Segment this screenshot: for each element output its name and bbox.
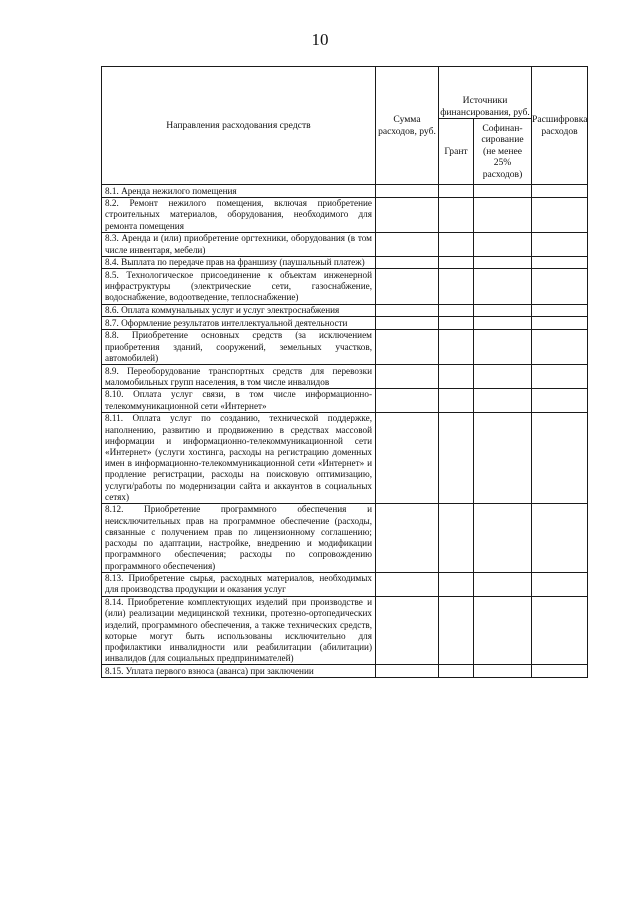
breakdown-cell[interactable] (532, 665, 588, 678)
grant-cell[interactable] (439, 304, 474, 317)
grant-cell[interactable] (439, 596, 474, 665)
grant-cell[interactable] (439, 317, 474, 330)
amount-cell[interactable] (376, 412, 439, 503)
breakdown-cell[interactable] (532, 596, 588, 665)
breakdown-cell[interactable] (532, 269, 588, 304)
grant-cell[interactable] (439, 572, 474, 596)
amount-cell[interactable] (376, 365, 439, 389)
table-row (102, 329, 588, 364)
amount-cell[interactable] (376, 388, 439, 412)
table-row (102, 572, 588, 596)
amount-cell[interactable] (376, 304, 439, 317)
breakdown-cell[interactable] (532, 185, 588, 198)
table-row (102, 185, 588, 198)
expense-direction-cell: 8.11. Оплата услуг по созданию, технической поддержке, наполнению, развитию и продвижению в средствах массовой информации и информационно-телекоммуникационной сети «Интернет» (услуги хостинга, расходы на регистрацию доменных имен в информационно-телекоммуникационной сети «Интернет» и продление регистрации, расходы на поисковую оптимизацию, услуги/работы по модернизации сайта и аккаунтов в социальных сетях) (102, 412, 376, 503)
breakdown-cell[interactable] (532, 365, 588, 389)
amount-cell[interactable] (376, 572, 439, 596)
cofinancing-cell[interactable] (474, 388, 532, 412)
expense-direction-cell: 8.9. Переоборудование транспортных средств для перевозки маломобильных групп населения, в том числе инвалидов (102, 365, 376, 389)
page-number: 10 (311, 30, 329, 49)
expenses-table (101, 66, 588, 678)
amount-cell[interactable] (376, 596, 439, 665)
breakdown-cell[interactable] (532, 329, 588, 364)
expense-direction-cell: 8.12. Приобретение программного обеспечения и неисключительных прав на программное обеспечение (расходы, связанные с получением прав по лицензионному соглашению; расходы по адаптации, настройке, внедрению и модификации программного обеспечения; расходы по сопровождению программного обеспечения) (102, 503, 376, 572)
table-row (102, 232, 588, 256)
table-body (102, 185, 588, 678)
table-row (102, 269, 588, 304)
amount-cell[interactable] (376, 232, 439, 256)
cofinancing-cell[interactable] (474, 665, 532, 678)
cofinancing-cell[interactable] (474, 596, 532, 665)
expense-direction-cell: 8.5. Технологическое присоединение к объектам инженерной инфраструктуры (электрические сети, газоснабжение, водоснабжение, водоотведение, теплоснабжение) (102, 269, 376, 304)
table-row (102, 365, 588, 389)
expense-direction-cell: 8.3. Аренда и (или) приобретение оргтехники, оборудования (в том числе инвентаря, мебели) (102, 232, 376, 256)
breakdown-cell[interactable] (532, 256, 588, 269)
expense-direction-cell: 8.14. Приобретение комплектующих изделий при производстве и (или) реализации медицинской техники, протезно-ортопедических изделий, программного обеспечения, а также технических средств, которые могут быть использованы исключительно для профилактики инвалидности или реабилитации (абилитации) инвалидов (для социальных предпринимателей) (102, 596, 376, 665)
breakdown-cell[interactable] (532, 412, 588, 503)
grant-cell[interactable] (439, 412, 474, 503)
breakdown-cell[interactable] (532, 304, 588, 317)
amount-cell[interactable] (376, 185, 439, 198)
cofinancing-cell[interactable] (474, 197, 532, 232)
amount-cell[interactable] (376, 665, 439, 678)
grant-cell[interactable] (439, 269, 474, 304)
expense-direction-cell: 8.4. Выплата по передаче прав на франшизу (паушальный платеж) (102, 256, 376, 269)
table-row (102, 596, 588, 665)
cofinancing-cell[interactable] (474, 365, 532, 389)
expense-direction-cell: 8.13. Приобретение сырья, расходных материалов, необходимых для производства продукции и оказания услуг (102, 572, 376, 596)
grant-cell[interactable] (439, 197, 474, 232)
grant-cell[interactable] (439, 388, 474, 412)
grant-cell[interactable] (439, 256, 474, 269)
amount-cell[interactable] (376, 329, 439, 364)
header-breakdown: Расшифровка расходов (532, 67, 588, 185)
breakdown-cell[interactable] (532, 388, 588, 412)
expense-direction-cell: 8.8. Приобретение основных средств (за исключением приобретения зданий, сооружений, земельных участков, автомобилей) (102, 329, 376, 364)
header-amount: Сумма расходов, руб. (376, 67, 439, 185)
table-row (102, 503, 588, 572)
table-row (102, 317, 588, 330)
header-cofinancing: Софинан-сирование (не менее 25% расходов) (474, 119, 532, 185)
table-row (102, 388, 588, 412)
cofinancing-cell[interactable] (474, 269, 532, 304)
grant-cell[interactable] (439, 503, 474, 572)
table-header (102, 67, 588, 185)
grant-cell[interactable] (439, 329, 474, 364)
amount-cell[interactable] (376, 269, 439, 304)
grant-cell[interactable] (439, 365, 474, 389)
cofinancing-cell[interactable] (474, 185, 532, 198)
amount-cell[interactable] (376, 197, 439, 232)
breakdown-cell[interactable] (532, 317, 588, 330)
table-row (102, 412, 588, 503)
expense-direction-cell: 8.7. Оформление результатов интеллектуальной деятельности (102, 317, 376, 330)
table-row (102, 256, 588, 269)
grant-cell[interactable] (439, 665, 474, 678)
cofinancing-cell[interactable] (474, 232, 532, 256)
header-sources: Источники финансирования, руб. (439, 67, 532, 119)
cofinancing-cell[interactable] (474, 572, 532, 596)
cofinancing-cell[interactable] (474, 329, 532, 364)
cofinancing-cell[interactable] (474, 304, 532, 317)
amount-cell[interactable] (376, 317, 439, 330)
expense-direction-cell: 8.10. Оплата услуг связи, в том числе информационно-телекоммуникационной сети «Интернет» (102, 388, 376, 412)
breakdown-cell[interactable] (532, 197, 588, 232)
grant-cell[interactable] (439, 232, 474, 256)
expense-direction-cell: 8.6. Оплата коммунальных услуг и услуг электроснабжения (102, 304, 376, 317)
cofinancing-cell[interactable] (474, 317, 532, 330)
cofinancing-cell[interactable] (474, 503, 532, 572)
breakdown-cell[interactable] (532, 572, 588, 596)
breakdown-cell[interactable] (532, 232, 588, 256)
header-direction: Направления расходования средств (102, 67, 376, 185)
grant-cell[interactable] (439, 185, 474, 198)
expense-direction-cell: 8.2. Ремонт нежилого помещения, включая приобретение строительных материалов, оборудования, необходимого для ремонта помещения (102, 197, 376, 232)
amount-cell[interactable] (376, 503, 439, 572)
header-grant: Грант (439, 119, 474, 185)
expense-direction-cell: 8.15. Уплата первого взноса (аванса) при заключении (102, 665, 376, 678)
table-row (102, 665, 588, 678)
amount-cell[interactable] (376, 256, 439, 269)
breakdown-cell[interactable] (532, 503, 588, 572)
table-row (102, 304, 588, 317)
expense-direction-cell: 8.1. Аренда нежилого помещения (102, 185, 376, 198)
cofinancing-cell[interactable] (474, 412, 532, 503)
cofinancing-cell[interactable] (474, 256, 532, 269)
table-row (102, 197, 588, 232)
